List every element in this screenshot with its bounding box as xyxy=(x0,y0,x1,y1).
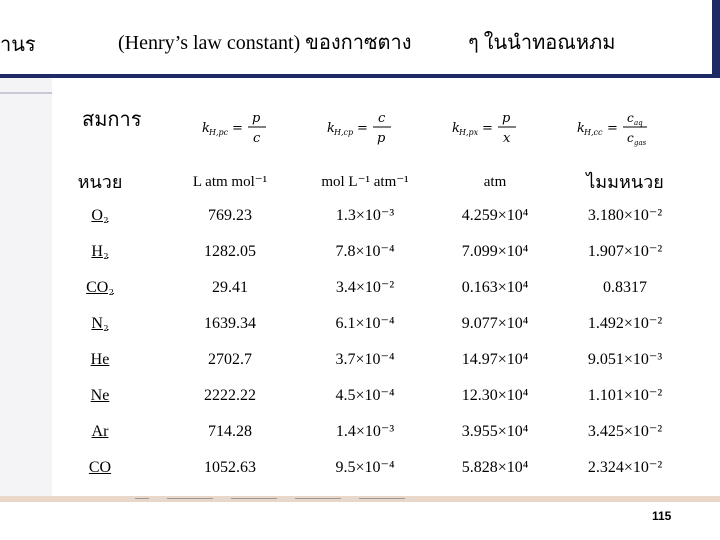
svg-text:c: c xyxy=(378,111,386,126)
gas-name: CO₂ xyxy=(86,279,114,296)
equation-kh-px xyxy=(450,105,560,149)
gas-name: N₂ xyxy=(91,315,109,332)
table-row xyxy=(60,378,710,414)
value-cell: 9.5×10⁻⁴ xyxy=(335,459,395,476)
value-cell: 4.5×10⁻⁴ xyxy=(335,387,395,404)
gas-name: H₂ xyxy=(91,243,109,260)
equation-kh-cc xyxy=(575,105,685,149)
svg-text:k: k xyxy=(452,121,460,136)
value-cell: 3.955×10⁴ xyxy=(461,423,529,440)
value-cell: 14.97×10⁴ xyxy=(461,351,529,368)
value-cell: 3.7×10⁻⁴ xyxy=(335,351,395,368)
value-cell: 2702.7 xyxy=(208,351,252,368)
value-cell: 2.324×10⁻² xyxy=(587,459,663,476)
page-number: 115 xyxy=(652,509,672,523)
table-row xyxy=(60,198,710,234)
slide-header xyxy=(0,0,720,78)
table-row xyxy=(60,342,710,378)
value-cell: 6.1×10⁻⁴ xyxy=(335,315,395,332)
table-row xyxy=(60,414,710,450)
svg-text:=: = xyxy=(607,121,618,136)
svg-text:H,pc: H,pc xyxy=(209,128,229,137)
value-cell: 4.259×10⁴ xyxy=(461,207,529,224)
gas-name: O₂ xyxy=(91,207,109,224)
value-cell: 9.051×10⁻³ xyxy=(587,351,663,368)
value-cell: 5.828×10⁴ xyxy=(461,459,529,476)
unit-kh-cp: mol L⁻¹ atm⁻¹ xyxy=(321,174,409,190)
value-cell: 1.4×10⁻³ xyxy=(335,423,395,440)
unit-kh-pc: L atm mol⁻¹ xyxy=(192,174,268,190)
svg-text:p: p xyxy=(252,111,261,126)
svg-text:=: = xyxy=(357,121,368,136)
footer-dash xyxy=(135,498,149,499)
value-cell: 3.180×10⁻² xyxy=(587,207,663,224)
svg-text:H,cc: H,cc xyxy=(584,128,603,137)
value-cell: 29.41 xyxy=(212,279,248,296)
footer-dash xyxy=(231,498,277,499)
value-cell: 12.30×10⁴ xyxy=(461,387,529,404)
value-cell: 1.101×10⁻² xyxy=(587,387,663,404)
slide-title: (Henry’s law constant) ของกาซตาง xyxy=(118,32,412,54)
table-row xyxy=(60,234,710,270)
value-cell: 1.907×10⁻² xyxy=(587,243,663,260)
value-cell: 1.492×10⁻² xyxy=(587,315,663,332)
equation-kh-pc-graphic xyxy=(200,105,310,149)
svg-text:x: x xyxy=(503,131,511,146)
slide-title-continuation: ๆ ในนำทอณหภม xyxy=(468,32,616,54)
unit-kh-px: atm xyxy=(483,174,507,190)
value-cell: 1282.05 xyxy=(204,243,256,260)
value-cell: 1052.63 xyxy=(204,459,256,476)
value-cell: 3.4×10⁻² xyxy=(335,279,395,296)
footer-dash xyxy=(359,498,405,499)
svg-text:H,px: H,px xyxy=(459,128,479,137)
value-cell: 769.23 xyxy=(208,207,252,224)
svg-text:c: c xyxy=(253,131,261,146)
table-row xyxy=(60,270,710,306)
equation-kh-px-graphic xyxy=(450,105,560,149)
table-row xyxy=(60,450,710,486)
value-cell: 7.099×10⁴ xyxy=(461,243,529,260)
footer-dash xyxy=(295,498,341,499)
gas-name: Ne xyxy=(90,387,110,404)
svg-text:k: k xyxy=(327,121,335,136)
value-cell: 7.8×10⁻⁴ xyxy=(335,243,395,260)
gas-name: He xyxy=(90,351,110,368)
svg-text:c: c xyxy=(627,131,634,145)
gas-name: Ar xyxy=(91,423,109,440)
equation-kh-cp-graphic xyxy=(325,105,435,149)
value-cell: 3.425×10⁻² xyxy=(587,423,663,440)
left-sidebar-strip xyxy=(0,78,52,500)
value-cell: 1.3×10⁻³ xyxy=(335,207,395,224)
footer-dash xyxy=(167,498,213,499)
bottom-decorative-strip xyxy=(0,496,720,502)
svg-text:H,cp: H,cp xyxy=(334,128,354,137)
title-left-fragment: ำนร xyxy=(0,34,36,56)
svg-text:c: c xyxy=(627,111,634,125)
svg-text:k: k xyxy=(202,121,210,136)
svg-text:k: k xyxy=(577,121,585,136)
svg-text:=: = xyxy=(232,121,243,136)
value-cell: 0.8317 xyxy=(603,279,647,296)
svg-text:p: p xyxy=(502,111,511,126)
units-label: หนวย xyxy=(77,172,123,192)
value-cell: 1639.34 xyxy=(204,315,256,332)
equation-row-label: สมการ xyxy=(82,109,142,131)
table-row xyxy=(60,306,710,342)
slide-header-panel xyxy=(0,0,714,74)
equation-kh-cc-graphic xyxy=(575,105,685,149)
equation-kh-cp xyxy=(325,105,435,149)
sidebar-divider xyxy=(0,92,52,94)
value-cell: 714.28 xyxy=(208,423,252,440)
units-row xyxy=(60,164,710,200)
gas-name: CO xyxy=(88,459,112,476)
svg-text:aq: aq xyxy=(634,119,643,127)
equation-kh-pc xyxy=(200,105,310,149)
svg-text:p: p xyxy=(377,131,386,146)
unit-kh-cc: ไมมหนวย xyxy=(586,172,664,192)
svg-text:=: = xyxy=(482,121,493,136)
svg-text:gas: gas xyxy=(634,139,647,147)
value-cell: 2222.22 xyxy=(204,387,256,404)
value-cell: 9.077×10⁴ xyxy=(461,315,529,332)
value-cell: 0.163×10⁴ xyxy=(461,279,529,296)
